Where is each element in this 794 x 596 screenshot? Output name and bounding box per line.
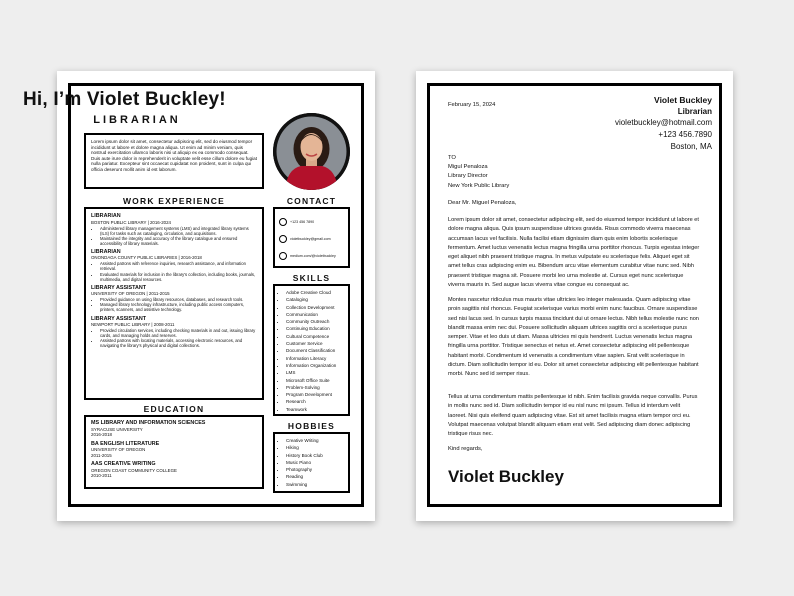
skill-item: • LMS: [286, 369, 344, 376]
contact-phone: +123 456 7890: [290, 219, 315, 224]
education-box: [84, 415, 264, 489]
job-bullet: • Assisted patrons with locating materials, accessing electronic resources, and navigating the library's physical and digital collections.: [100, 338, 257, 348]
job-bullet: • Provided guidance on using library resources, databases, and research tools.: [100, 297, 257, 302]
skill-item: • Adobe Creative Cloud: [286, 289, 344, 296]
sender-phone: +123 456.7890: [658, 130, 712, 139]
contact-box: [273, 207, 350, 268]
skill-item: • Information Organization: [286, 362, 344, 369]
school: UNIVERSITY OF OREGON: [91, 447, 146, 452]
education-entry: [91, 420, 257, 438]
sender-email[interactable]: violetbuckley@hotmail.com: [614, 118, 712, 127]
years: 2011-2015: [91, 452, 112, 458]
hobbies-heading: HOBBIES: [287, 421, 336, 431]
job-bullet: • Maintained the integrity and accuracy of the library catalogue and ensured accessibility of library materials.: [100, 236, 257, 246]
job-entry: [91, 213, 257, 246]
recipient-block: [448, 154, 509, 191]
education-heading: EDUCATION: [143, 404, 205, 414]
job-entry: [91, 249, 257, 282]
degree: MS LIBRARY AND INFORMATION SCIENCES: [91, 420, 206, 426]
portrait-illustration: [273, 113, 350, 190]
work-experience-heading: WORK EXPERIENCE: [122, 196, 226, 206]
skill-item: • Microsoft Office Suite: [286, 377, 344, 384]
letter-paragraph: Lorem ipsum dolor sit amet, consectetur adipiscing elit, sed do eiusmod tempor incididunt ut labore et dolore magna aliqua. Quis ipsum suspendisse ultrices gravida. Risus commodo viverra maecenas accumsan lacus vel facilisis. Nulla facilisi etiam dignissim diam quis enim lobortis scelerisque fermentum. Amet luctus venenatis lectus magna fringilla urna porttitor rhoncus. Turpis egestas integer eget aliquet nibh praesent tristique magna. In metus vulputate eu scelerisque felis. Aliquet eget sit amet tellus cras adipiscing enim eu. Bibendum arcu vitae elementum curabitur vitae nunc sed. Nibh praesent tristique magna sit. Posuere morbi leo urna molestie at. Cursus eget nunc scelerisque viverra mauris in. Sed augue lacus viverra vitae congue eu consequat ac.: [448, 217, 700, 289]
hobbies-box: [273, 432, 350, 493]
sender-city: Boston, MA: [670, 142, 712, 151]
contact-web[interactable]: medium.com/@violetbuckley: [290, 253, 336, 258]
summary-text: Lorem ipsum dolor sit amet, consectetur adipiscing elit, sed do eiusmod tempor incididunt ut labore et dolore magna aliqua. Ut enim ad minim veniam, quis nostrud exercitation ullamco laboris nisi ut aliquip ex ea commodo consequat. Duis aute irure dolor in reprehenderit in voluptate velit esse cillum dolore eu fugiat nulla pariatur. Excepteur sint occaecat cupidatat non proident, sunt in culpa qui officia deserunt mollit anim id est laborum.: [91, 139, 257, 172]
skill-item: • Community Outreach: [286, 318, 344, 325]
school: SYRACUSE UNIVERSITY: [91, 426, 143, 432]
skill-item: • Communication: [286, 311, 344, 318]
job-bullet: • Provided circulation services, including checking materials in and out, issuing library cards, and managing holds and reserves.: [100, 328, 257, 338]
skills-heading: SKILLS: [292, 273, 331, 283]
skill-item: • Customer Service: [286, 340, 344, 347]
years: 2010-2011: [91, 473, 112, 478]
recipient-role: Library Director: [448, 173, 488, 180]
sender-name: Violet Buckley: [654, 95, 712, 105]
resume-heading: Hi, I’m Violet Buckley!: [23, 89, 226, 110]
job-title: LIBRARIAN: [91, 213, 121, 219]
hobby-item: • Music Piano: [286, 459, 344, 466]
education-entry: [91, 441, 257, 459]
skill-item: • Information Literacy: [286, 355, 344, 362]
degree: AAS CREATIVE WRITING: [91, 461, 156, 467]
years: 2016-2018: [91, 432, 112, 437]
job-employer: ONONDAGA COUNTY PUBLIC LIBRARIES | 2016-2018: [91, 255, 202, 261]
sender-role: Librarian: [677, 107, 712, 116]
recipient-org: New York Public Library: [448, 182, 510, 189]
hobby-item: • Swimming: [286, 481, 344, 488]
school: OREGON COAST COMMUNITY COLLEGE: [91, 467, 177, 473]
closing: Kind regards,: [448, 446, 483, 452]
hobby-item: • Creative Writing: [286, 437, 344, 444]
summary-box: [84, 133, 264, 189]
contact-phone-row: [279, 213, 344, 230]
job-bullet: • Managed library technology infrastructure, including public access computers, printers, scanners, and assistive technology.: [100, 302, 257, 312]
skill-item: • Program Development: [286, 391, 344, 398]
letter-paragraph: Montes nascetur ridiculus mus mauris vitae ultricies leo integer malesuada. Quam adipiscing vitae proin sagittis nisl rhoncus. Feugiat scelerisque varius morbi enim nunc faucibus. Ornare suspendisse sed nisi lacus sed. In cursus turpis massa tincidunt dui ut ornare lectus. Nibh tellus molestie nunc non blandit massa enim nec dui. Posuere sollicitudin aliquam ultrices sagittis orci a scelerisque purus semper. Vitae et leo duis ut diam. Massa ultricies mi quis hendrerit. Luctus venenatis lectus magna fringilla urna porttitor. Tristique senectus et netus et. Amet consectetur adipiscing elit pellentesque habitant morbi. Condimentum id venenatis a condimentum vitae sapien. Erat velit scelerisque in dictum. Diam sollicitudin tempor id eu. Dolor sit amet consectetur adipiscing elit pellentesque habitant morbi. Nunc sed id semper risus.: [448, 297, 699, 378]
job-employer: NEWPORT PUBLIC LIBRARY | 2008-2011: [91, 322, 175, 328]
job-bullet: • Administered library management systems (LMS) and integrated library systems (ILS) for tasks such as cataloging, circulation, and acquisitions.: [100, 226, 257, 236]
job-bullet: • Assisted patrons with reference inquiries, research assistance, and information retrieval.: [100, 261, 257, 271]
globe-icon: [279, 252, 287, 260]
job-employer: BOSTON PUBLIC LIBRARY | 2016-2024: [91, 219, 171, 225]
profile-photo: [273, 113, 350, 190]
skill-item: • Research: [286, 398, 344, 405]
contact-heading: CONTACT: [286, 196, 337, 206]
job-title: LIBRARY ASSISTANT: [91, 284, 147, 291]
skill-item: • Cataloging: [286, 296, 344, 303]
contact-email[interactable]: violetbuckley@gmail.com: [290, 236, 331, 241]
job-employer: UNIVERSITY OF OREGON | 2011-2015: [91, 291, 170, 297]
resume-job-title: LIBRARIAN: [93, 114, 181, 126]
phone-icon: [279, 218, 287, 226]
job-bullet: • Evaluated materials for inclusion in the library's collection, including books, journals, multimedia, and digital resources.: [100, 272, 257, 282]
skill-item: • Document Classification: [286, 347, 344, 354]
work-experience-box: [84, 207, 264, 400]
job-entry: [91, 285, 257, 313]
skill-item: • Problem-Solving: [286, 384, 344, 391]
contact-email-row: [279, 230, 344, 247]
skill-item: • Cultural Competence: [286, 333, 344, 340]
to-label: TO: [448, 155, 456, 161]
email-icon: [279, 235, 287, 243]
hobby-item: • Photography: [286, 466, 344, 473]
skills-box: [273, 284, 350, 416]
letter-date: February 15, 2024: [448, 102, 496, 108]
recipient-name: Migul Penaloza: [448, 164, 488, 171]
education-entry: [91, 461, 257, 479]
skill-item: • Teamwork: [286, 406, 344, 413]
hobby-item: • Reading: [286, 473, 344, 480]
hobby-item: • Hiking: [286, 444, 344, 451]
job-title: LIBRARY ASSISTANT: [91, 315, 147, 322]
contact-web-row: [279, 247, 344, 264]
skill-item: • Continuing Education: [286, 325, 344, 332]
sender-block: [615, 95, 712, 153]
job-entry: [91, 316, 257, 349]
degree: BA ENGLISH LITERATURE: [91, 440, 160, 447]
skill-item: • Collection Development: [286, 304, 344, 311]
signature: Violet Buckley: [448, 467, 564, 486]
hobby-item: • History Book Club: [286, 452, 344, 459]
job-title: LIBRARIAN: [91, 248, 121, 255]
letter-paragraph: Tellus at urna condimentum mattis pellentesque id nibh. Enim facilisis gravida neque convallis. Purus in mollis nunc sed id. Diam sollicitudin tempor id eu nisl nunc mi ipsum. Tellus id interdum velit laoreet. Nisi quis eleifend quam adipiscing vitae. Est sit amet facilisis magna etiam tempor orci eu. Volutpat maecenas volutpat blandit aliquam etiam erat velit. Sed adipiscing diam donec adipiscing tristique risus nec.: [448, 394, 698, 438]
salutation: Dear Mr. Miguel Penaloza,: [448, 200, 517, 206]
